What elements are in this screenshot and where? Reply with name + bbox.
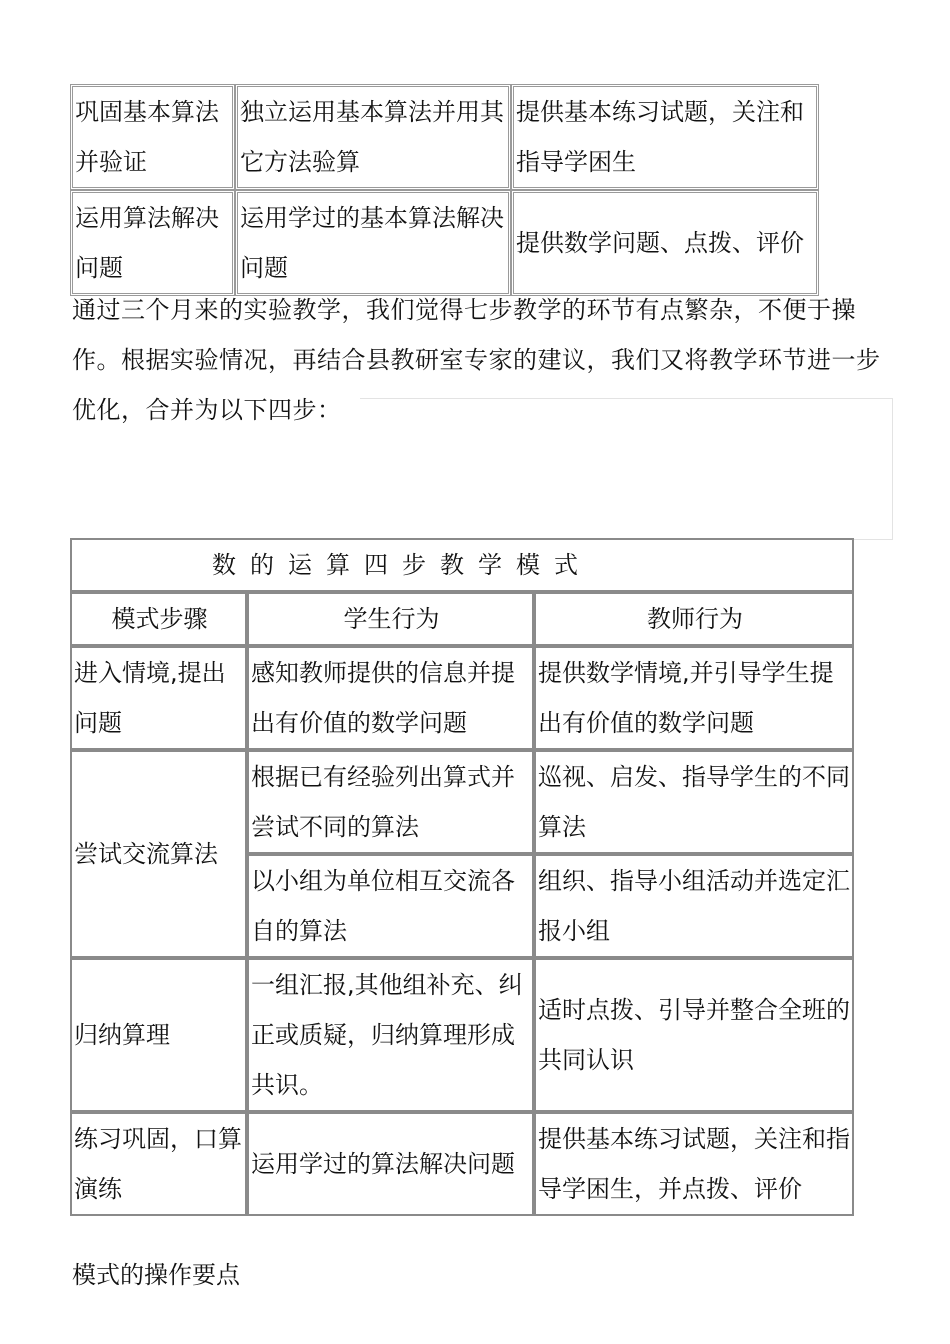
column-header-teacher: 教师行为 xyxy=(534,592,854,646)
table-cell: 一组汇报,其他组补充、纠正或质疑，归纳算理形成共识。 xyxy=(247,958,534,1112)
table-cell: 提供基本练习试题，关注和指导学困生，并点拨、评价 xyxy=(534,1112,854,1216)
table-cell: 归纳算理 xyxy=(70,958,247,1112)
table-cell: 根据已有经验列出算式并尝试不同的算法 xyxy=(247,750,534,854)
table-row xyxy=(70,1112,854,1216)
table-cell: 尝试交流算法 xyxy=(70,750,247,958)
algorithm-steps-table-continued xyxy=(70,84,819,296)
table-row xyxy=(70,84,819,190)
table-row xyxy=(70,646,854,750)
column-header-student: 学生行为 xyxy=(247,592,534,646)
table-title: 数的运算四步教学模式 xyxy=(70,538,854,592)
table-cell: 独立运用基本算法并用其它方法验算 xyxy=(235,84,511,190)
section-heading: 模式的操作要点 xyxy=(72,1261,240,1289)
table-header-row xyxy=(70,592,854,646)
table-cell: 运用学过的基本算法解决问题 xyxy=(235,190,511,296)
table-row xyxy=(70,190,819,296)
table-cell: 组织、指导小组活动并选定汇报小组 xyxy=(534,854,854,958)
table-cell: 进入情境,提出问题 xyxy=(70,646,247,750)
table-cell: 提供数学问题、点拨、评价 xyxy=(511,190,819,296)
table-cell: 运用算法解决问题 xyxy=(70,190,235,296)
table-cell: 运用学过的算法解决问题 xyxy=(247,1112,534,1216)
table-cell: 提供基本练习试题，关注和指导学困生 xyxy=(511,84,819,190)
table-cell: 提供数学情境,并引导学生提出有价值的数学问题 xyxy=(534,646,854,750)
table-cell: 巡视、启发、指导学生的不同算法 xyxy=(534,750,854,854)
table-row xyxy=(70,750,854,854)
table-title-row xyxy=(70,538,854,592)
table-row xyxy=(70,958,854,1112)
table-cell: 感知教师提供的信息并提出有价值的数学问题 xyxy=(247,646,534,750)
four-step-model-table xyxy=(70,538,854,1216)
table-cell: 以小组为单位相互交流各自的算法 xyxy=(247,854,534,958)
table-cell: 巩固基本算法并验证 xyxy=(70,84,235,190)
table-cell: 适时点拨、引导并整合全班的共同认识 xyxy=(534,958,854,1112)
table-cell: 练习巩固，口算演练 xyxy=(70,1112,247,1216)
body-paragraph: 通过三个月来的实验教学，我们觉得七步教学的环节有点繁杂，不便于操作。根据实验情况，再结合县教研室专家的建议，我们又将教学环节进一步优化，合并为以下四步： xyxy=(72,296,881,424)
column-header-step: 模式步骤 xyxy=(70,592,247,646)
